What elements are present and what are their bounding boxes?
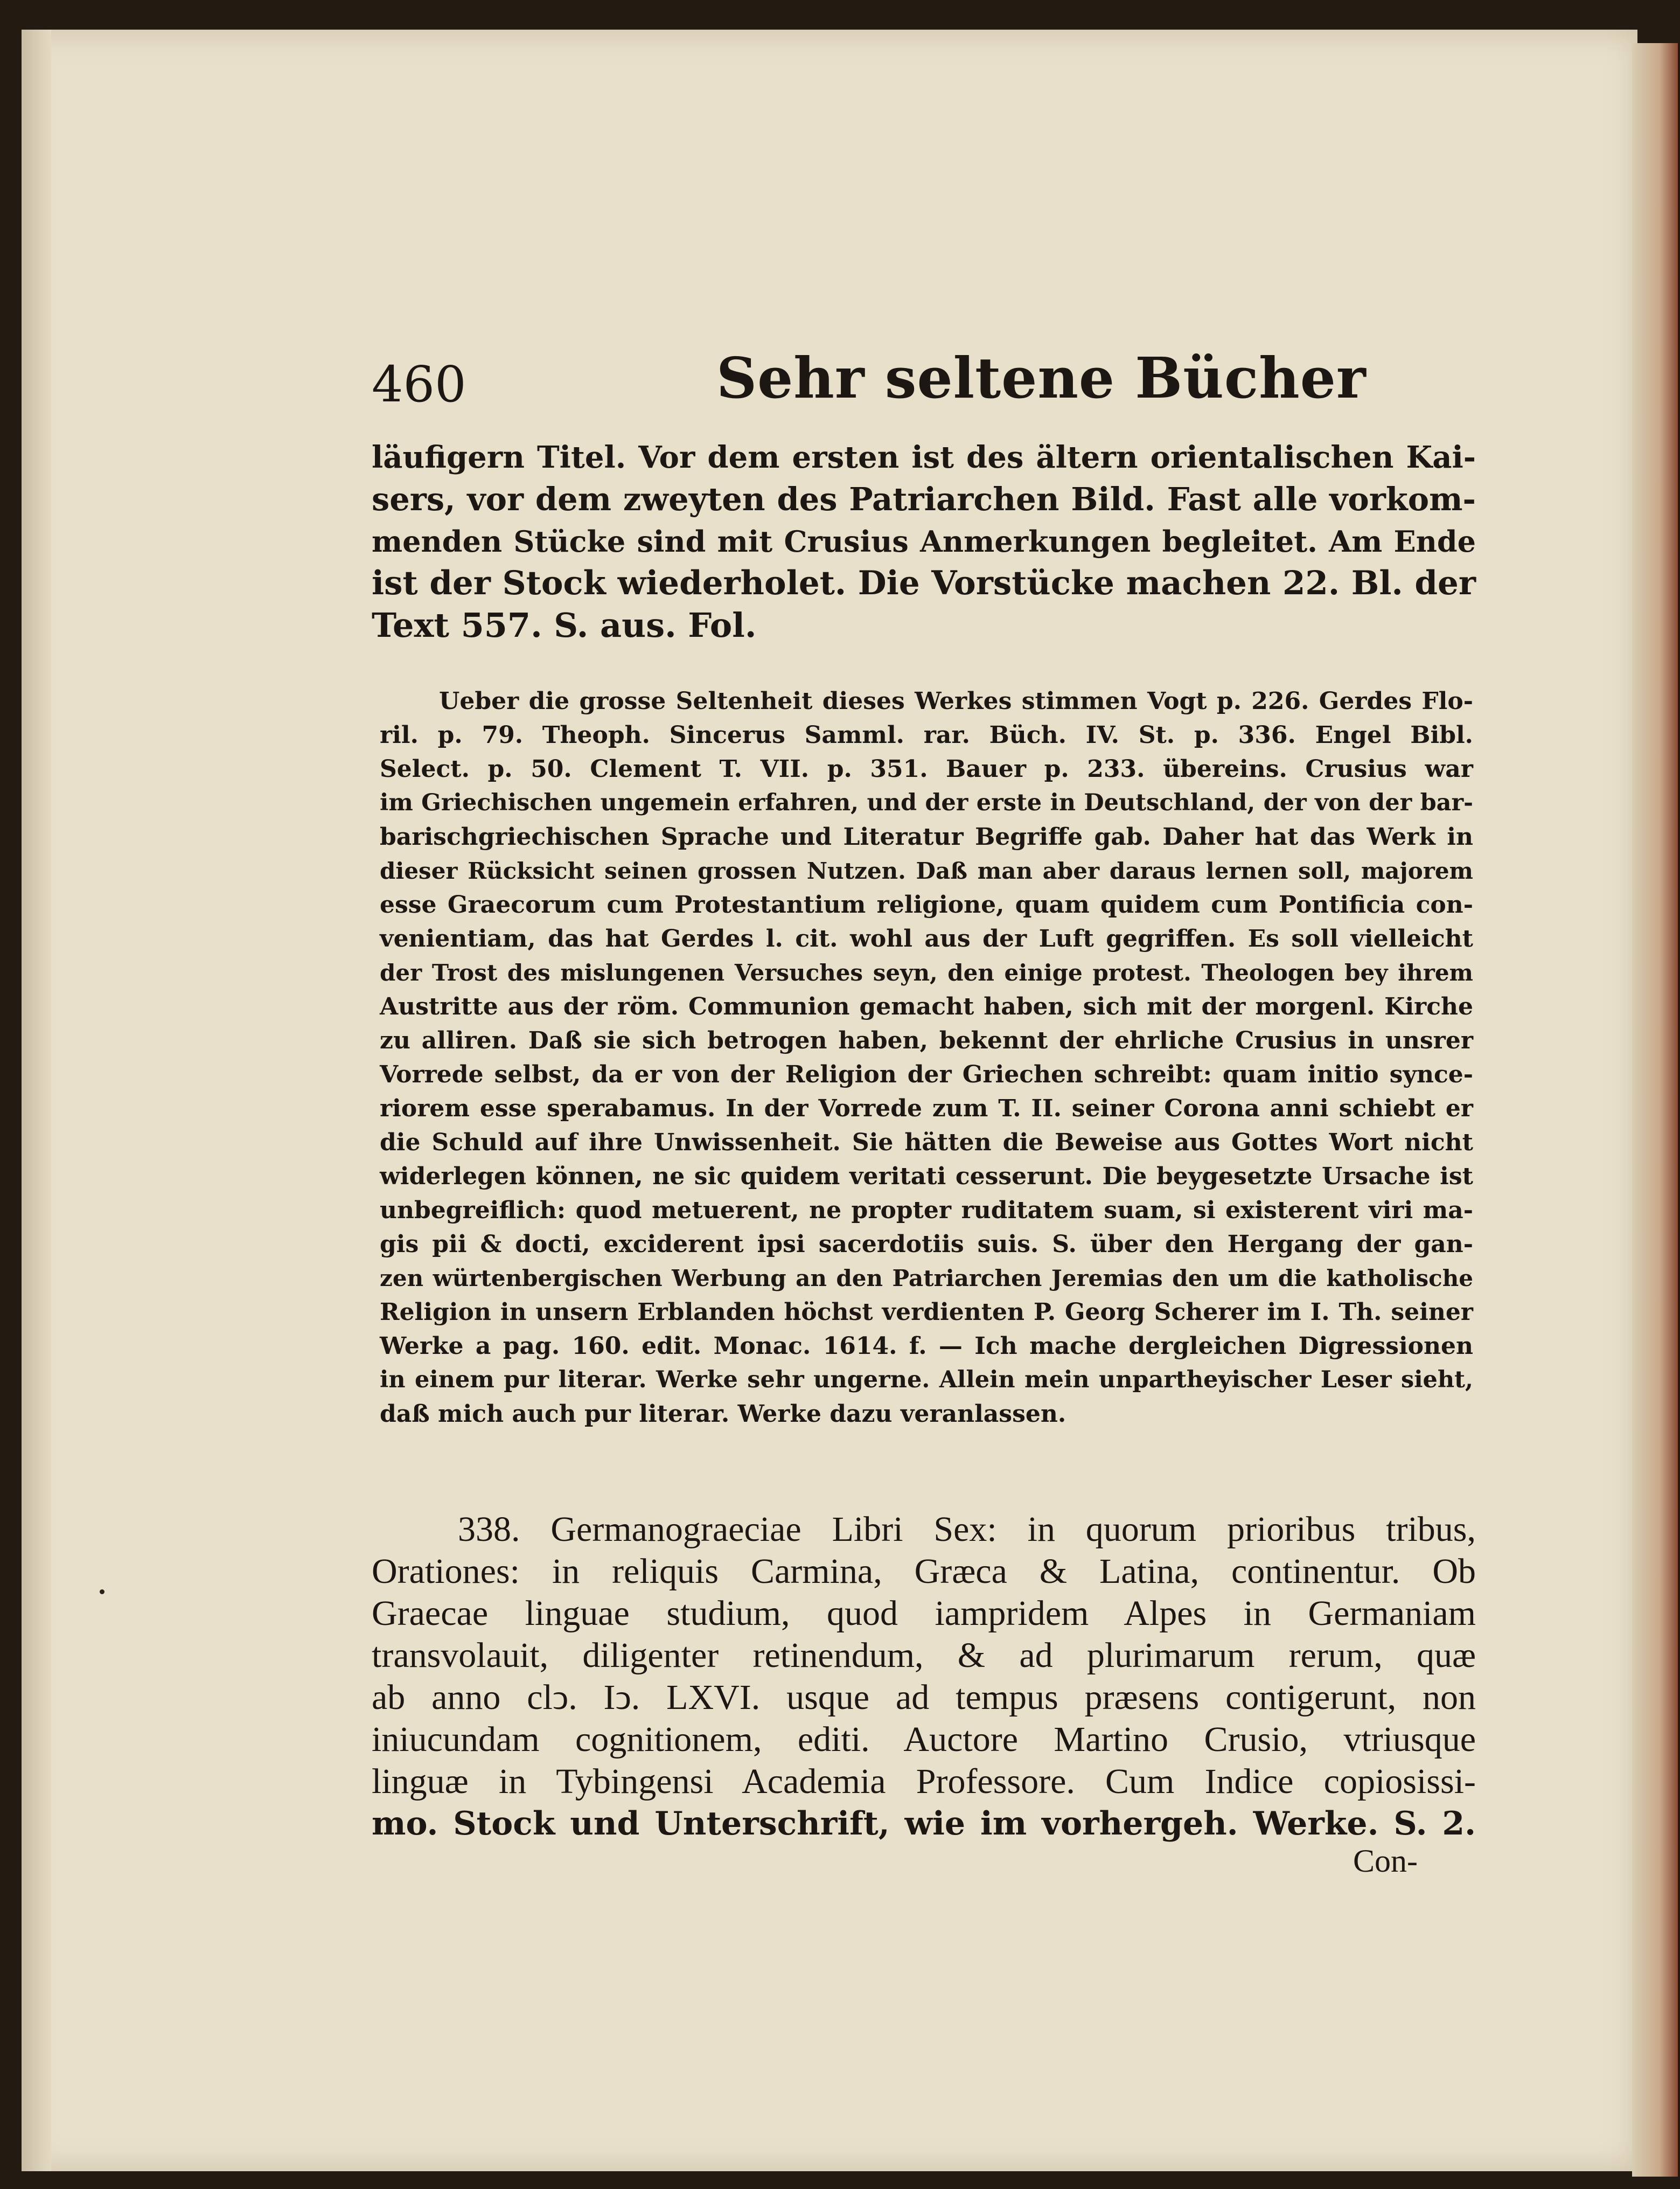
entry-line: Graecae linguae studium, quod iampridem Alpes in Germaniam: [372, 1594, 1476, 1633]
note-line: widerlegen können, ne sic quidem veritati cesserunt. Die beygesetzte Ursache ist: [380, 1163, 1473, 1190]
note-line: unbegreiflich: quod metuerent, ne propter ruditatem suam, si existerent viri ma-: [380, 1197, 1473, 1224]
note-line: gis pii & docti, exciderent ipsi sacerdotiis suis. S. über den Hergang der gan-: [380, 1231, 1473, 1258]
note-line: die Schuld auf ihre Unwissenheit. Sie hätten die Beweise aus Gottes Wort nicht: [380, 1129, 1473, 1156]
entry-line: 338. Germanograeciae Libri Sex: in quorum prioribus tribus,: [458, 1510, 1476, 1549]
note-line: riorem esse sperabamus. In der Vorrede zum T. II. seiner Corona anni schiebt er: [380, 1095, 1473, 1122]
entry-line: ab anno clↄ. Iↄ. LXVI. usque ad tempus præsens contigerunt, non: [372, 1678, 1476, 1717]
entry-line: linguæ in Tybingensi Academia Professore. Cum Indice copiosissi-: [372, 1762, 1476, 1801]
text-line: ist der Stock wiederholet. Die Vorstücke machen 22. Bl. der: [372, 564, 1476, 602]
text-line: menden Stücke sind mit Crusius Anmerkungen begleitet. Am Ende: [372, 524, 1476, 559]
note-line: im Griechischen ungemein erfahren, und der erste in Deutschland, der von der bar-: [380, 789, 1473, 816]
note-line: Austritte aus der röm. Communion gemacht haben, sich mit der morgenl. Kirche: [380, 993, 1473, 1020]
note-line: in einem pur literar. Werke sehr ungerne. Allein mein unpartheyischer Leser sieht,: [380, 1366, 1473, 1393]
note-line: zu alliren. Daß sie sich betrogen haben, bekennt der ehrliche Crusius in unsrer: [380, 1027, 1473, 1054]
text-line: läufigern Titel. Vor dem ersten ist des ältern orientalischen Kai-: [372, 440, 1476, 475]
note-line: Vorrede selbst, da er von der Religion der Griechen schreibt: quam initio synce-: [380, 1061, 1473, 1088]
note-line: zen würtenbergischen Werbung an den Patriarchen Jeremias den um die katholische: [380, 1265, 1473, 1291]
note-line: ril. p. 79. Theoph. Sincerus Samml. rar. Büch. IV. St. p. 336. Engel Bibl.: [380, 721, 1473, 749]
entry-line: mo. Stock und Unterschrift, wie im vorhergeh. Werke. S. 2.: [372, 1805, 1476, 1843]
text-line: sers, vor dem zweyten des Patriarchen Bild. Fast alle vorkom-: [372, 481, 1476, 518]
entry-line: iniucundam cognitionem, editi. Auctore Martino Crusio, vtriusque: [372, 1720, 1476, 1759]
bibliographic-entry: [372, 1509, 1476, 1845]
note-line: Ueber die grosse Seltenheit dieses Werkes stimmen Vogt p. 226. Gerdes Flo-: [439, 687, 1473, 715]
note-line: venientiam, das hat Gerdes l. cit. wohl aus der Luft gegriffen. Es soll vielleicht: [380, 925, 1473, 953]
note-line: der Trost des mislungenen Versuches seyn, den einige protest. Theologen bey ihrem: [380, 960, 1473, 986]
note-line: dieser Rücksicht seinen grossen Nutzen. Daß man aber daraus lernen soll, majorem: [380, 858, 1473, 884]
note-line: esse Graecorum cum Protestantium religione, quam quidem cum Pontificia con-: [380, 891, 1473, 919]
text-line: Text 557. S. aus. Fol.: [372, 606, 757, 645]
page-title: Sehr seltene Bücher: [716, 345, 1367, 411]
entry-line: transvolauit, diligenter retinendum, & ad plurimarum rerum, quæ: [372, 1636, 1476, 1675]
entry-line: Orationes: in reliquis Carmina, Græca & Latina, continentur. Ob: [372, 1552, 1476, 1591]
main-paragraph: [372, 436, 1476, 647]
running-head: [372, 345, 1476, 426]
note-line: Select. p. 50. Clement T. VII. p. 351. Bauer p. 233. übereins. Crusius war: [380, 755, 1473, 783]
note-line: Religion in unsern Erblanden höchst verdienten P. Georg Scherer im I. Th. seiner: [380, 1298, 1473, 1326]
footnote-paragraph: [380, 684, 1473, 1431]
note-line: barischgriechischen Sprache und Literatur Begriffe gab. Daher hat das Werk in: [380, 823, 1473, 851]
note-line: daß mich auch pur literar. Werke dazu veranlassen.: [380, 1400, 1066, 1428]
catchword: Con-: [1353, 1843, 1418, 1879]
page-number: 460: [372, 356, 466, 413]
note-line: Werke a pag. 160. edit. Monac. 1614. f. — Ich mache dergleichen Digressionen: [380, 1332, 1473, 1360]
